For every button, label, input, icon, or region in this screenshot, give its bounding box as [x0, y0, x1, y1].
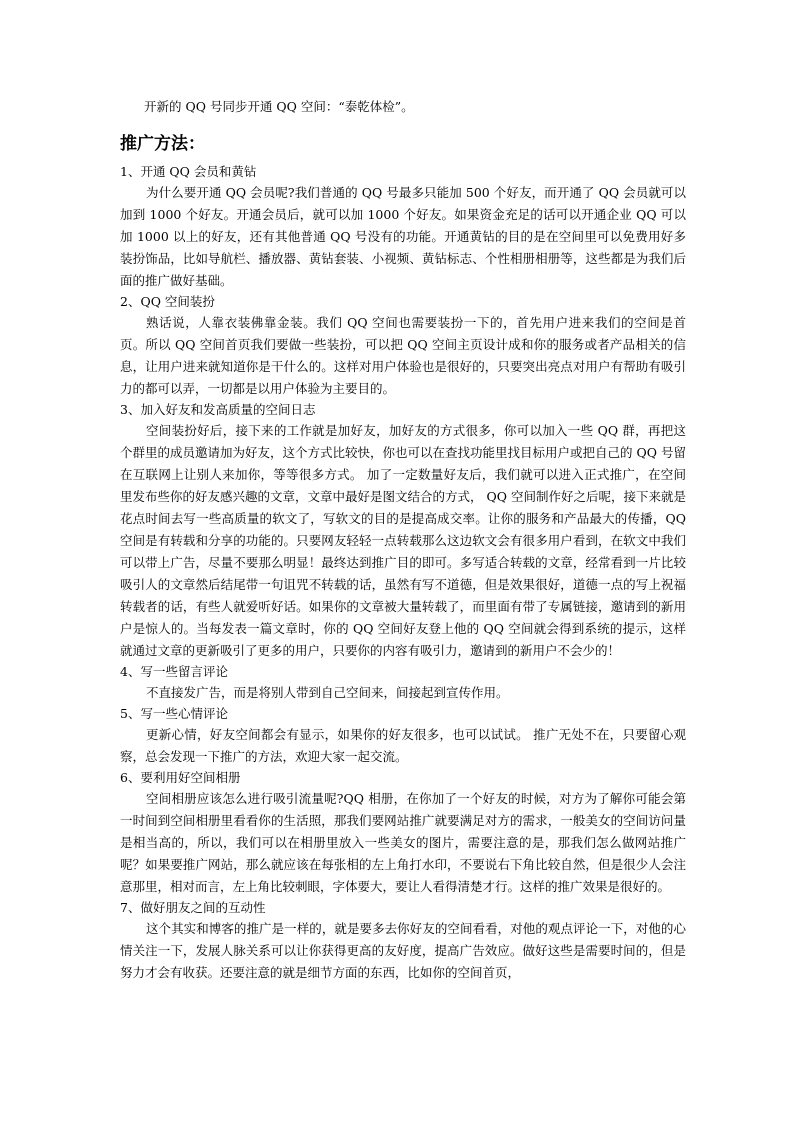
section-4	[120, 662, 686, 704]
document-page	[120, 96, 686, 984]
intro-line: 开新的 QQ 号同步开通 QQ 空间：“泰乾体检”。	[144, 99, 414, 114]
section-5	[120, 704, 686, 768]
section-title: 4、写一些留言评论	[120, 664, 228, 679]
section-title: 7、做好朋友之间的互动性	[120, 900, 266, 915]
section-title: 5、写一些心情评论	[120, 706, 228, 721]
section-body: 空间相册应该怎么进行吸引流量呢?QQ 相册，在你加了一个好友的时候，对方为了解你可能会第一时间到空间相册里看看你的生活照，那我们要网站推广就要满足对方的需求，一般美女的空间访问量是相当高的，所以，我们可以在相册里放入一些美女的图片，需要注意的是，那我们怎么做网站推广呢？如果要推广网站，那么就应该在每张相的左上角打水印，不要说右下角比较自然，但是很少人会注意那里，相对而言，左上角比较刺眼，字体要大，要让人看得清楚才行。这样的推广效果是很好的。	[120, 791, 686, 894]
section-title: 6、要利用好空间相册	[120, 770, 241, 785]
section-heading: 推广方法：	[120, 134, 205, 154]
section-6	[120, 768, 686, 898]
section-title: 2、QQ 空间装扮	[120, 294, 215, 309]
section-7	[120, 898, 686, 984]
section-3	[120, 400, 686, 662]
section-body: 更新心情，好友空间都会有显示，如果你的好友很多，也可以试试。 推广无处不在，只要留心观察，总会发现一下推广的方法，欢迎大家一起交流。	[120, 727, 686, 764]
section-title: 1、开通 QQ 会员和黄钻	[120, 164, 257, 179]
section-title: 3、加入好友和发高质量的空间日志	[120, 402, 316, 417]
section-body: 不直接发广告，而是将别人带到自己空间来，间接起到宣传作用。	[146, 685, 509, 700]
section-body: 空间装扮好后，接下来的工作就是加好友，加好友的方式很多，你可以加入一些 QQ 群，再把这个群里的成员邀请加为好友，这个方式比较快，你也可以在查找功能里找目标用户或把自己的 QQ 号留在互联网上让别人来加你，等等很多方式。 加了一定数量好友后，我们就可以进入正式推广，在空间里发布些你的好友感兴趣的文章，文章中最好是图文结合的方式， QQ 空间制作好之后呢，接下来就是花点时间去写一些高质量的软文了，写软文的目的是提高成交率。让你的服务和产品最大的传播，QQ 空间是有转载和分享的功能的。只要网友轻轻一点转载那么这边软文会有很多用户看到，在软文中我们可以带上广告，尽量不要那么明显！最终达到推广目的即可。多写适合转载的文章，经常看到一片比较吸引人的文章然后结尾带一句诅咒不转载的话，虽然有写不道德，但是效果很好，道德一点的写上祝福转载者的话，有些人就爱听好话。如果你的文章被大量转载了，而里面有带了专属链接，邀请到的新用户是惊人的。当每发表一篇文章时，你的 QQ 空间好友登上他的 QQ 空间就会得到系统的提示，这样就通过文章的更新吸引了更多的用户，只要你的内容有吸引力，邀请到的新用户不会少的！	[120, 423, 686, 658]
section-body: 熟话说，人靠衣装佛靠金装。我们 QQ 空间也需要装扮一下的，首先用户进来我们的空间是首页。所以 QQ 空间首页我们要做一些装扮，可以把 QQ 空间主页设计成和你的服务或者产品相关的信息，让用户进来就知道你是干什么的。这样对用户体验也是很好的，只要突出亮点对用户有帮助有吸引力的都可以弄，一切都是以用户体验为主要目的。	[120, 315, 686, 396]
section-body: 这个其实和博客的推广是一样的，就是要多去你好友的空间看看，对他的观点评论一下，对他的心情关注一下，发展人脉关系可以让你获得更高的友好度，提高广告效应。做好这些是需要时间的，但是努力才会有收获。还要注意的就是细节方面的东西，比如你的空间首页，	[120, 921, 686, 980]
section-body: 为什么要开通 QQ 会员呢?我们普通的 QQ 号最多只能加 500 个好友，而开通了 QQ 会员就可以加到 1000 个好友。开通会员后，就可以加 1000 个好友。如果资金充足的话可以开通企业 QQ 可以加 1000 以上的好友，还有其他普通 QQ 号没有的功能。开通黄钻的目的是在空间里可以免费用好多装扮饰品，比如导航栏、播放器、黄钻套装、小视频、黄钻标志、个性相册相册等，这些都是为我们后面的推广做好基础。	[120, 185, 686, 288]
section-2	[120, 292, 686, 400]
section-1	[120, 162, 686, 292]
